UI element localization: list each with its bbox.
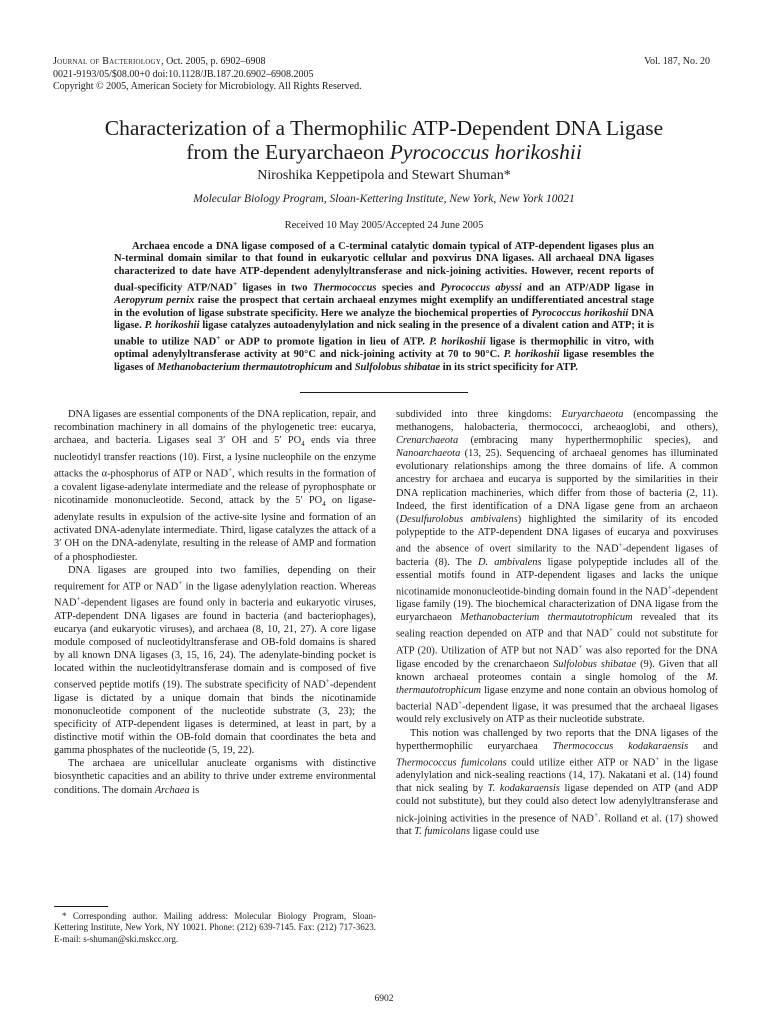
text-run: DNA ligase. (114, 307, 655, 331)
text-run: and (688, 740, 718, 752)
superscript: + (76, 595, 81, 604)
text-run: (embracing many hyperthermophilic species), and (458, 435, 718, 447)
superscript: + (608, 626, 614, 635)
text-run: could utilize either ATP or NAD (506, 757, 656, 769)
italic-term: D. ambivalens (477, 556, 542, 568)
body-paragraph (396, 408, 718, 727)
italic-term: Sulfolobus shibatae (553, 658, 637, 670)
text-run: in its strict specificity for ATP. (440, 361, 578, 373)
italic-term: P. horikoshii (503, 349, 560, 361)
text-run: or ADP to promote ligation in lieu of ATP. (220, 336, 430, 348)
text-run: -dependent ligase, it was presumed that the archaeal ligases would rely exclusively on ATP as their nucleotide substrate. (396, 701, 719, 726)
journal-header (53, 56, 362, 94)
italic-term: Nanoarchaeota (396, 448, 461, 460)
footnote-divider (54, 906, 108, 907)
italic-term: Euryarchaeota (561, 409, 624, 420)
text-run: (9). Given that all known archaeal proteomes contain a single homolog of the (396, 658, 719, 683)
text-run: ligases in two (237, 282, 313, 294)
body-paragraph (396, 727, 718, 839)
superscript: + (457, 698, 463, 707)
superscript: + (667, 583, 672, 592)
superscript: + (655, 754, 660, 763)
italic-term: P. horikoshii (429, 336, 486, 348)
italic-term: Thermococcus (312, 282, 377, 294)
text-run: This notion was challenged by two reports that the DNA ligases of the hyperthermophilic euryarchaea (396, 727, 718, 752)
italic-term: P. horikoshii (144, 319, 200, 331)
text-run: was also reported for the DNA ligase encoded by the crenarchaeon (396, 645, 718, 670)
text-run: could not substitute for ATP (20). Utilization of ATP but not NAD (396, 628, 719, 657)
italic-term: T. fumicolans (414, 826, 470, 838)
body-paragraph (54, 564, 376, 758)
volume-label: Vol. 187, No. 20 (644, 56, 710, 67)
text-run: raise the prospect that certain archaeal enzymes might exemplify an undifferentiated ancestral stage in the evolution of ligase substrate specificity. Here we analyze the biochemical properties of (114, 295, 654, 319)
copyright-line: Copyright © 2005, American Society for Microbiology. All Rights Reserved. (53, 81, 362, 92)
text-run: (13, 25). Sequencing of archaeal genomes has illuminated evolutionary relationships among the three domains of life. A common ancestry for archaea and eucarya is supported by the similarities in their DNA replication machineries, which differ from those of bacteria (2, 11). Indeed, the first identification of a DNA ligase gene from an archaeon ( (396, 448, 718, 525)
journal-name: Journal of Bacteriology (53, 56, 162, 67)
text-run: DNA ligases are grouped into two families, depending on their requirement for ATP or NAD (54, 564, 376, 593)
text-run: on ligase-adenylate results in expulsion of the active-site lysine and formation of an activated DNA-adenylate intermediate. Third, ligase catalyzes the attack of a 3′ OH on the DNA-adenylate, resulting in the release of AMP and formation of a phosphodiester. (54, 495, 376, 563)
italic-term: Pyrococcus horikoshii (531, 307, 629, 319)
superscript: + (618, 540, 623, 549)
italic-term: Desulfurolobus ambivalens (399, 513, 518, 525)
title-line-2-text: from the Euryarchaeon (186, 140, 390, 164)
text-run: The archaea are unicellular anucleate organisms with distinctive biosynthetic capacities and an ability to thrive under extreme environmental conditions. The domain (54, 758, 376, 796)
italic-term: Sulfolobus shibatae (354, 361, 441, 373)
subscript: 4 (322, 500, 326, 509)
text-run: -dependent ligases of bacteria (8). The (396, 543, 718, 568)
italic-term: Thermococcus fumicolans (396, 757, 507, 769)
text-run: , which results in the formation of a covalent ligase-adenylate intermediate and the release of pyrophosphate or nicotinamide mononucleotide. Second, attack by the 5′ PO (54, 468, 376, 507)
italic-term: Pyrococcus abyssi (440, 282, 522, 294)
superscript: + (228, 466, 233, 475)
received-dates: Received 10 May 2005/Accepted 24 June 2005 (284, 220, 484, 231)
text-run: ligase could use (470, 826, 539, 838)
body-paragraph (54, 408, 376, 564)
text-run: -dependent ligase is dictated by a unique domain that binds the nicotinamide mononucleotide component of the nucleotide substrate (3, 23); the specificity of ATP-dependent ligases is determined, at least in part, by a distinctive motif within the OB-fold domain that coordinates the beta and gamma phosphates of the nucleotide (5, 19, 22). (54, 679, 376, 757)
text-run: revealed that its sealing reaction depended on ATP and that NAD (396, 612, 718, 640)
author-list: Niroshika Keppetipola and Stewart Shuman* (257, 168, 511, 183)
italic-term: Thermococcus kodakaraensis (552, 740, 689, 752)
superscript: + (178, 578, 183, 587)
text-run: ends via three nucleotidyl transfer reactions (10). First, a lysine nucleophile on the enzyme attacks the α-phosphorus of ATP or NAD (54, 435, 376, 480)
italic-term: Methanobacterium thermautotrophicum (157, 361, 333, 373)
italic-term: Crenarchaeota (396, 435, 459, 447)
text-run: ligase enzyme and none contain an obvious homolog of bacterial NAD (396, 684, 718, 713)
text-run: (encompassing the methanogens, halobacteria, thermococci, archeaoglobi, and others), (396, 409, 718, 434)
text-run: ligase is thermophilic in vitro, with optimal adenylyltransferase activity at 90°C and nick-joining activity at 70 to 90°C. (114, 336, 655, 361)
text-run: subdivided into three kingdoms: (396, 409, 562, 420)
text-run: in the ligase adenylylation and nick-sealing reactions (14, 17). Nakatani et al. (14) found that nick sealing by (396, 757, 718, 795)
text-run: species and (376, 282, 441, 294)
article-title (40, 116, 728, 164)
title-species: Pyrococcus horikoshii (389, 140, 582, 164)
title-line-2 (40, 140, 728, 164)
text-run: and (332, 361, 355, 373)
text-run: DNA ligases are essential components of the DNA replication, repair, and recombination machinery in all domains of the phylogenetic tree: eucarya, archaea, and bacteria. Ligases seal 3′ OH and 5′ PO (54, 409, 376, 447)
italic-term: Archaea (154, 784, 190, 796)
superscript: + (578, 643, 583, 651)
text-run: -dependent ligase family (19). The biochemical characterization of DNA ligase from the euryarchaeon (396, 586, 718, 624)
text-run: ) highlighted the similarity of its encoded polypeptide to the ATP-dependent DNA ligases of eucarya and poxviruses and the absence of overt similarity to the NAD (396, 513, 718, 555)
subscript: 4 (301, 440, 305, 449)
body-paragraph (54, 757, 376, 796)
text-run: in the ligase adenylylation reaction. Whereas NAD (54, 581, 376, 609)
footnote-corresponding-author: * Corresponding author. Mailing address: Molecular Biology Program, Sloan-Kettering Institute, New York, NY 10021. Phone: (212) 639-7145. Fax: (212) 717-3623. E-mail: s-shuman@ski.mskcc.org. (54, 911, 376, 944)
abstract (114, 241, 654, 374)
text-run: Archaea encode a DNA ligase composed of a C-terminal catalytic domain typical of ATP-dependent ligases plus an N-terminal domain similar to that found in eukaryotic cellular and poxvirus DNA ligases. All archaeal DNA ligases characterized to date have ATP-dependent adenylyltransferase and nick-joining activities. However, recent reports of dual-specificity ATP/NAD (114, 241, 654, 294)
text-run: and an ATP/ADP ligase in (521, 282, 654, 294)
journal-issue-info: , Oct. 2005, p. 6902–6908 (161, 56, 266, 67)
italic-term: M. thermautotrophicum (396, 671, 718, 696)
text-run: ligase resembles the ligases of (114, 349, 654, 373)
text-run: ligase depended on ATP (and ADP could not substitute), but they could also detect low adenylyltransferase and nick-joining activities in the presence of NAD (396, 783, 719, 824)
italic-term: Aeropyrum pernix (114, 295, 195, 307)
italic-term: T. kodakaraensis (487, 783, 560, 795)
superscript: + (325, 677, 330, 686)
text-run: ligase catalyzes autoadenylylation and nick sealing in the presence of a divalent cation and ATP; it is unable to utilize NAD (114, 319, 654, 348)
left-column (54, 408, 376, 797)
abstract-divider (300, 392, 468, 393)
text-run: -dependent ligases are found only in bacteria and eukaryotic viruses, ATP-dependent DNA ligases are found in bacteria (and bacteriophages), eucarya (and eukaryotic viruses), and archaea (8, 10, 21, 27). A core ligase module composed of nucleotidyltransferase and OB-fold domains is shared by all known DNA ligases (3, 15, 16, 24). The adenylate-binding pocket is located within the nucleotidyltransferase domain and is composed of five conserved peptide motifs (19). The substrate specificity of NAD (54, 597, 376, 691)
text-run: is (189, 784, 200, 796)
superscript: + (232, 279, 238, 289)
doi-line: 0021-9193/05/$08.00+0 doi:10.1128/JB.187.20.6902–6908.2005 (53, 68, 314, 80)
superscript: + (593, 810, 599, 819)
text-run: . Rolland et al. (17) showed that (396, 813, 719, 838)
affiliation: Molecular Biology Program, Sloan-Kettering Institute, New York, New York 10021 (193, 193, 575, 205)
title-line-1: Characterization of a Thermophilic ATP-Dependent DNA Ligase (104, 116, 664, 140)
text-run: ligase polypeptide includes all of the essential motifs found in ATP-dependent ligases and lacks the unique nicotinamide mononucleotide-binding domain found in the NAD (396, 556, 718, 598)
page-number: 6902 (374, 994, 394, 1004)
superscript: + (216, 333, 221, 343)
right-column (396, 408, 718, 838)
italic-term: Methanobacterium thermautotrophicum (460, 612, 633, 624)
